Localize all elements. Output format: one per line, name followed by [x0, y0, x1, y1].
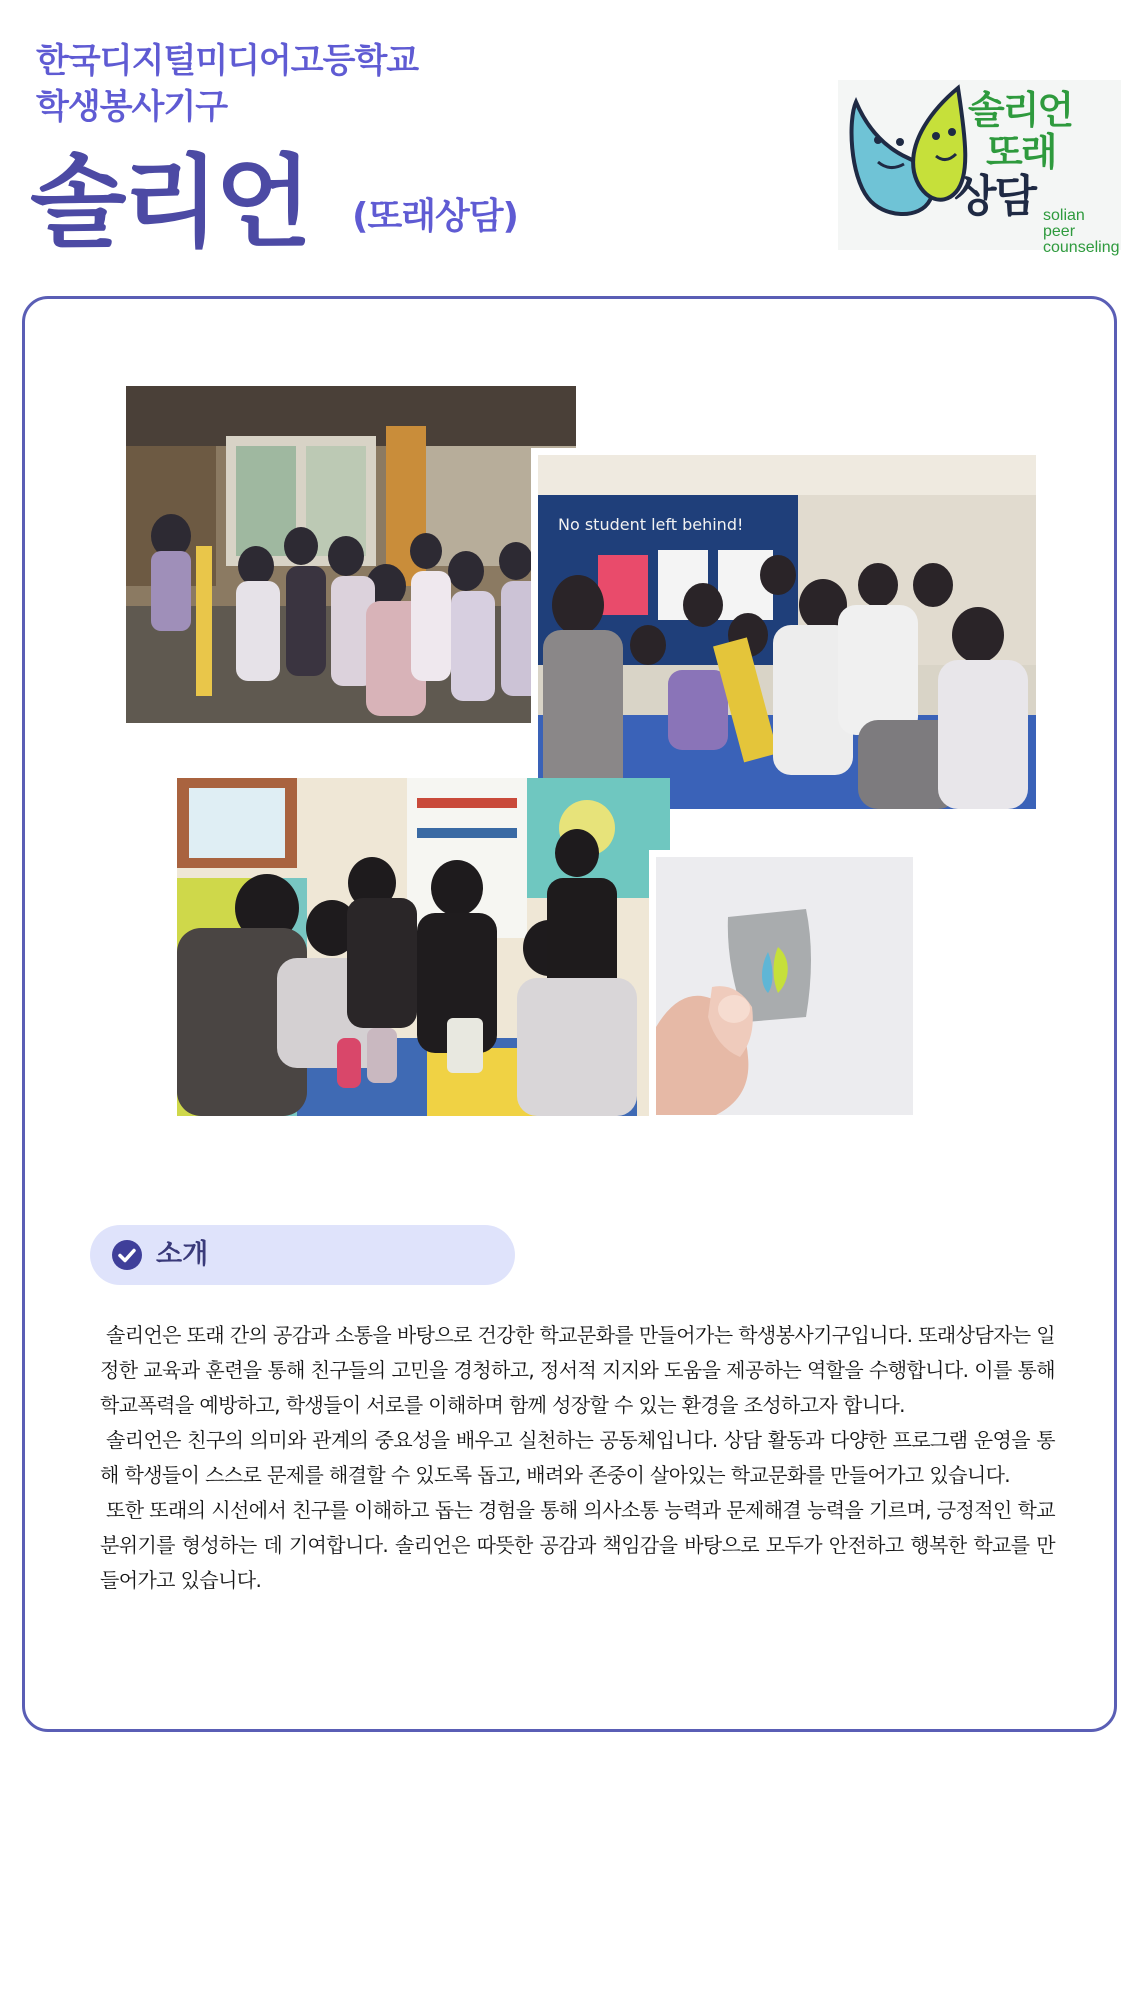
school-name	[36, 38, 418, 130]
check-circle-icon	[112, 1240, 142, 1270]
photo-classroom-activity	[177, 778, 670, 1116]
banner-text: No student left behind!	[558, 515, 744, 534]
logo-english	[1043, 208, 1121, 256]
logo-line1: 솔리언	[968, 88, 1073, 132]
logo-line2: 또래	[986, 130, 1056, 174]
school-name-line2: 학생봉사기구	[36, 87, 228, 127]
description-paragraph-3: 또한 또래의 시선에서 친구를 이해하고 돕는 경험을 통해 의사소통 능력과 문제해결 능력을 기르며, 긍정적인 학교 분위기를 형성하는 데 기여합니다. 솔리언은 따뜻한 공감과 책임감을 바탕으로 모두가 안전하고 행복한 학교를 만들어가고 있습니다.	[100, 1498, 1055, 1592]
intro-section-header	[90, 1225, 515, 1285]
intro-label: 소개	[156, 1239, 209, 1270]
photo-exhibit-room	[538, 455, 1036, 809]
photo-hallway-event	[126, 386, 576, 723]
description-paragraph-2: 솔리언은 친구의 의미와 관계의 중요성을 배우고 실천하는 공동체입니다. 상담 활동과 다양한 프로그램 운영을 통해 학생들이 스스로 문제를 해결할 수 있도록 돕고, 배려와 존중이 살아있는 학교문화를 만들어가고 있습니다.	[100, 1428, 1055, 1487]
logo-english-line2: counseling	[1043, 239, 1120, 256]
description-paragraph-1: 솔리언은 또래 간의 공감과 소통을 바탕으로 건강한 학교문화를 만들어가는 학생봉사기구입니다. 또래상담자는 일정한 교육과 훈련을 통해 친구들의 고민을 경청하고, 정서적 지지와 도움을 제공하는 역할을 수행합니다. 이를 통해 학교폭력을 예방하고, 학생들이 서로를 이해하며 함께 성장할 수 있는 환경을 조성하고자 합니다.	[100, 1323, 1055, 1417]
club-title: 솔리언	[30, 144, 308, 261]
logo-english-line1: solian peer	[1043, 207, 1085, 240]
solian-logo	[838, 80, 1121, 256]
club-subtitle: (또래상담)	[352, 196, 519, 237]
photo-solian-badge	[656, 857, 913, 1115]
school-name-line1: 한국디지털미디어고등학교	[36, 41, 419, 81]
logo-line3: 상담	[954, 171, 1036, 222]
description	[100, 1318, 1055, 1598]
